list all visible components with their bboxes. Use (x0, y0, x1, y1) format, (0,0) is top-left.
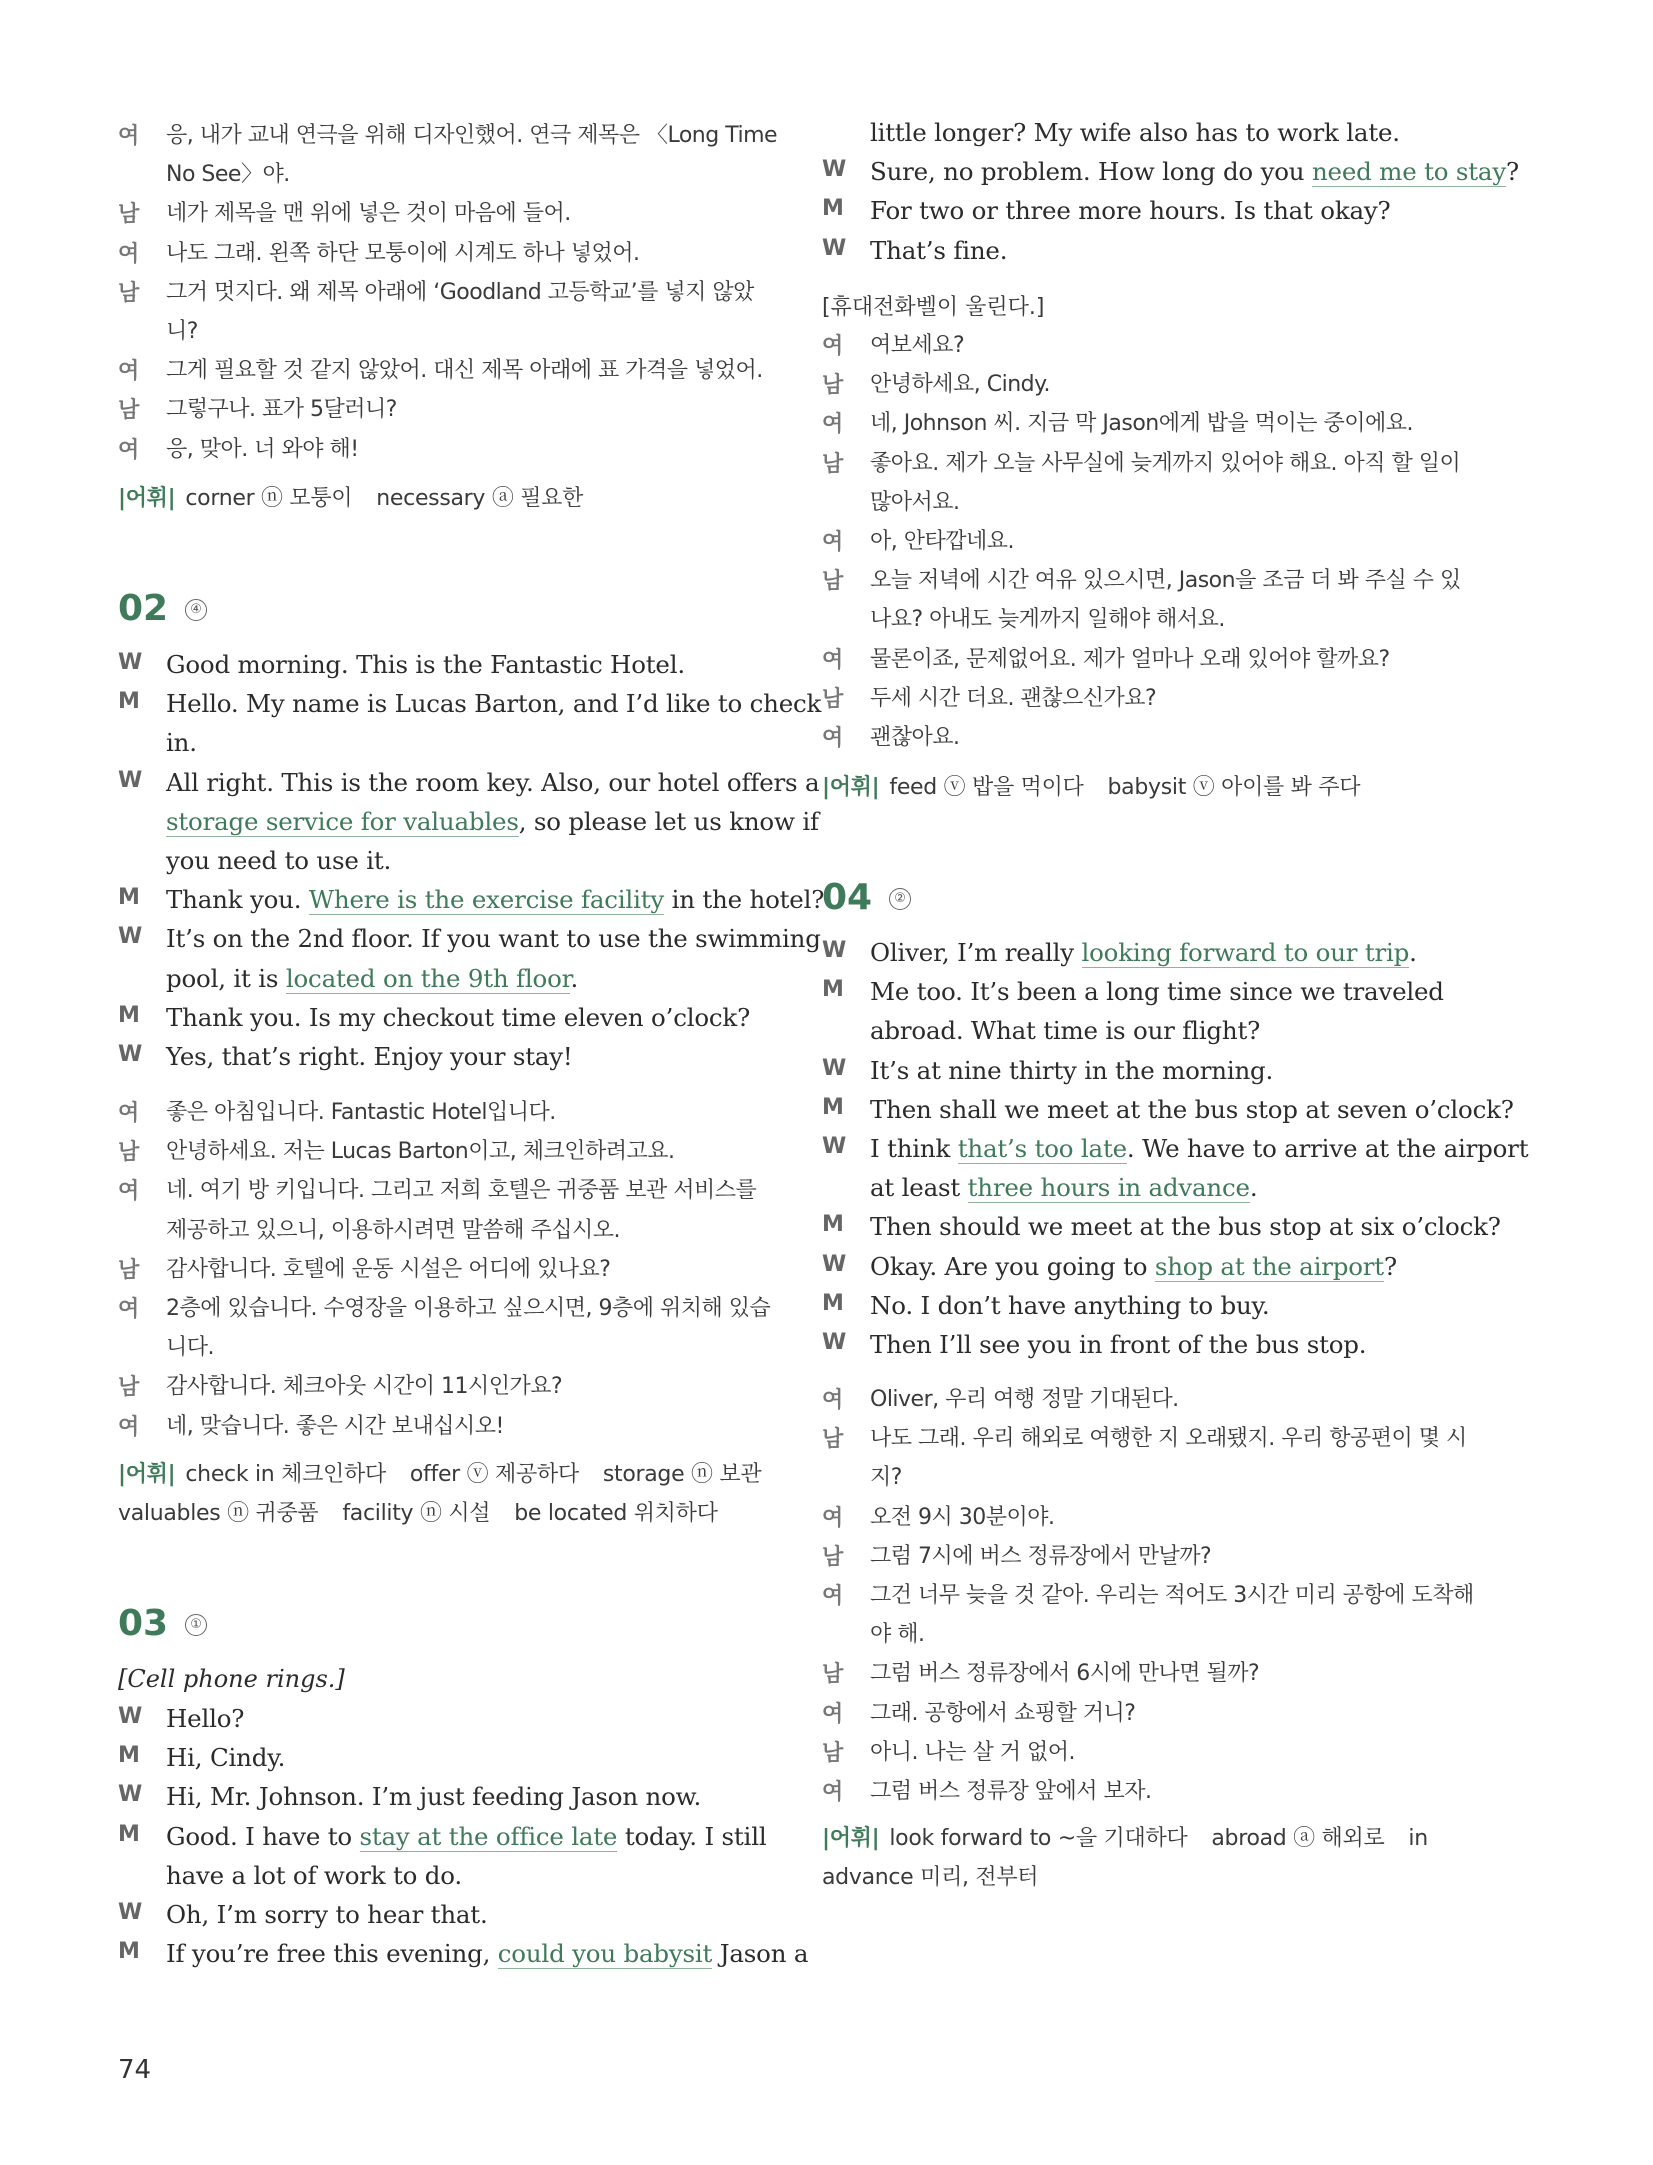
speaker-label: M (118, 1821, 140, 1847)
speaker-label: 남 (118, 398, 140, 424)
dialogue-text (166, 768, 819, 797)
speaker-label: M (822, 196, 844, 222)
vocab-entry: in (1408, 1826, 1428, 1851)
text-run: Thank you. (166, 885, 309, 915)
dialogue-text (166, 689, 821, 718)
speaker-label: M (822, 1094, 844, 1120)
dialogue-text (166, 1939, 808, 1968)
text-run: at least (870, 1173, 968, 1203)
speaker-label: M (822, 1212, 844, 1238)
speaker-label: 여 (118, 124, 140, 149)
translation-text: No See〉야. (166, 162, 290, 188)
translation-text: 아니. 나는 살 거 없어. (870, 1739, 1075, 1765)
translation-text: 제공하고 있으니, 이용하시려면 말씀해 주십시오. (166, 1217, 621, 1243)
answer-marker (886, 883, 914, 913)
speaker-label: 남 (118, 1140, 140, 1166)
speaker-label: 남 (118, 1375, 140, 1401)
speaker-label: 여 (822, 1505, 844, 1531)
vocab-line (118, 1457, 818, 1488)
dialogue-text (166, 728, 197, 757)
speaker-label: 남 (822, 1740, 844, 1766)
speaker-label: W (822, 938, 847, 963)
speaker-label: W (118, 1782, 143, 1808)
translation-text: 야 해. (870, 1622, 925, 1648)
text-run: No. I don’t have anything to buy. (870, 1290, 1270, 1320)
speaker-label: W (822, 1330, 847, 1355)
dialogue-text (166, 1900, 488, 1929)
speaker-label: W (822, 235, 847, 261)
answer-marker (182, 1609, 210, 1639)
text-run: Me too. It’s been a long time since we traveled (870, 977, 1444, 1007)
dialogue-text (166, 1743, 285, 1772)
speaker-label: M (118, 1743, 140, 1769)
translation-text: 오늘 저녁에 시간 여유 있으시면, Jason을 조금 더 봐 주실 수 있 (870, 568, 1461, 594)
vocab-line (822, 1821, 1522, 1852)
translation-text: 그래. 공항에서 쇼핑할 거니? (870, 1700, 1136, 1726)
dialogue-text (870, 196, 1390, 225)
text-run: Thank you. Is my checkout time eleven o’clock? (166, 1002, 751, 1032)
translation-text: 니? (166, 319, 198, 344)
speaker-label: W (822, 1251, 847, 1277)
speaker-label: 여 (118, 437, 140, 463)
section-heading (118, 588, 210, 629)
speaker-label: W (118, 650, 143, 675)
translation-text: 감사합니다. 체크아웃 시간이 11시인가요? (166, 1374, 563, 1400)
translation-text: 네가 제목을 맨 위에 넣은 것이 마음에 들어. (166, 201, 571, 227)
dialogue-text (870, 1212, 1501, 1241)
dialogue-text (166, 1822, 766, 1851)
translation-text: 여보세요? (870, 333, 965, 358)
vocab-entry: be located 위치하다 (514, 1501, 718, 1526)
translation-text: Oliver, 우리 여행 정말 기대된다. (870, 1387, 1179, 1412)
speaker-label: 여 (822, 334, 844, 359)
speaker-label: 남 (822, 451, 844, 477)
vocab-entry: necessary ⓐ 필요한 (376, 486, 584, 511)
text-run: Hi, Cindy. (166, 1743, 286, 1773)
key-phrase: storage service for valuables (166, 806, 519, 836)
text-run: Oh, I’m sorry to hear that. (166, 1900, 488, 1929)
text-run: Hello. My name is Lucas Barton, and I’d like to check (166, 689, 822, 719)
speaker-label: 남 (118, 280, 140, 306)
dialogue-text (166, 1003, 750, 1032)
speaker-label: W (118, 1900, 143, 1925)
translation-text: 네, 맞습니다. 좋은 시간 보내십시오! (166, 1413, 504, 1439)
translation-text: 두세 시간 더요. 괜찮으신가요? (870, 685, 1157, 711)
text-run: It’s at nine thirty in the morning. (870, 1055, 1274, 1085)
vocab-line (118, 481, 818, 512)
translation-text: 많아서요. (870, 489, 960, 515)
key-phrase: stay at the office late (359, 1821, 618, 1851)
text-run: For two or three more hours. Is that okay? (870, 196, 1391, 226)
vocab-entry: check in 체크인하다 (185, 1462, 386, 1487)
key-phrase: three hours in advance (967, 1173, 1250, 1203)
text-run: you need to use it. (166, 846, 392, 875)
key-phrase: looking forward to our trip (1081, 938, 1410, 967)
text-run: Hello? (166, 1704, 245, 1733)
speaker-label: 남 (822, 569, 844, 595)
translation-text: 나도 그래. 왼쪽 하단 모퉁이에 시계도 하나 넣었어. (166, 240, 640, 266)
text-run: Oliver, I’m really (870, 938, 1082, 967)
dialogue-text (166, 1782, 701, 1811)
translation-text: 좋은 아침입니다. Fantastic Hotel입니다. (166, 1100, 556, 1125)
text-run: little longer? My wife also has to work late. (870, 118, 1400, 147)
speaker-label: W (118, 1042, 143, 1067)
text-run: It’s on the 2nd floor. If you want to use the swimming (166, 924, 821, 954)
translation-text: 안녕하세요. 저는 Lucas Barton이고, 체크인하려고요. (166, 1139, 675, 1165)
translation-text: 그게 필요할 것 같지 않았어. 대신 제목 아래에 표 가격을 넣었어. (166, 358, 763, 384)
answer-circle: ④ (185, 599, 207, 621)
translation-text: 물론이죠, 문제없어요. 제가 얼마나 오래 있어야 할까요? (870, 646, 1390, 672)
translation-text: 좋아요. 제가 오늘 사무실에 늦게까지 있어야 해요. 아직 할 일이 (870, 450, 1461, 476)
section-number: 04 (822, 877, 873, 918)
text-run: Okay. Are you going to (870, 1251, 1155, 1281)
speaker-label: 남 (118, 202, 140, 228)
section-heading (118, 1603, 210, 1644)
translation-text: 그렇구나. 표가 5달러니? (166, 397, 397, 423)
vocab-entry: valuables ⓝ 귀중품 (118, 1501, 319, 1526)
text-run: today. I still (617, 1821, 767, 1851)
vocab-line (822, 1860, 1522, 1891)
vocab-entry: look forward to ~을 기대하다 (889, 1826, 1188, 1851)
text-run: . (1249, 1173, 1258, 1203)
vocab-entry: advance 미리, 전부터 (822, 1865, 1039, 1890)
dialogue-text (166, 924, 821, 953)
key-phrase: located on the 9th floor (285, 963, 571, 993)
speaker-label: 여 (118, 359, 140, 385)
speaker-label: M (118, 885, 140, 911)
dialogue-text (870, 1095, 1514, 1124)
dialogue-text (870, 938, 1417, 967)
speaker-label: M (118, 689, 140, 715)
dialogue-text (166, 964, 578, 993)
key-phrase: that’s too late (957, 1134, 1127, 1163)
speaker-label: M (822, 1290, 844, 1316)
speaker-label: 남 (822, 1662, 844, 1688)
speaker-label: M (822, 977, 844, 1003)
text-run: That’s fine. (870, 235, 1008, 265)
translation-text: 그거 멋지다. 왜 제목 아래에 ‘Goodland 고등학교’를 넣지 않았 (166, 279, 754, 305)
text-run: ? (1505, 157, 1519, 187)
dialogue-text (870, 1056, 1273, 1085)
speaker-label: 여 (118, 1101, 140, 1126)
dialogue-text (870, 236, 1007, 265)
vocab-entry: babysit ⓥ 아이를 봐 주다 (1107, 775, 1361, 800)
speaker-label: 남 (822, 1427, 844, 1453)
translation-text: 나도 그래. 우리 해외로 여행한 지 오래됐지. 우리 항공편이 몇 시 (870, 1426, 1467, 1452)
dialogue-text (166, 650, 685, 679)
speaker-label: 여 (822, 647, 844, 673)
key-phrase: Where is the exercise facility (308, 885, 664, 915)
translation-text: 괜찮아요. (870, 725, 960, 750)
speaker-label: M (118, 1002, 140, 1028)
vocab-line (822, 770, 1522, 801)
translation-text: 니다. (166, 1335, 214, 1361)
text-run: abroad. What time is our flight? (870, 1016, 1261, 1046)
speaker-label: 여 (822, 726, 844, 751)
speaker-label: M (118, 1939, 140, 1965)
text-run: Yes, that’s right. Enjoy your stay! (166, 1042, 573, 1071)
speaker-label: 남 (822, 373, 844, 399)
translation-text: 그럼 버스 정류장에서 6시에 만나면 될까? (870, 1661, 1260, 1687)
text-run: Then I’ll see you in front of the bus stop. (870, 1330, 1367, 1359)
speaker-label: W (118, 924, 143, 950)
speaker-label: 여 (822, 530, 844, 555)
translation-text: 네. 여기 방 키입니다. 그리고 저희 호텔은 귀중품 보관 서비스를 (166, 1178, 757, 1204)
dialogue-text (166, 807, 819, 836)
text-run: in. (166, 728, 197, 758)
translation-text: 그건 너무 늦을 것 같아. 우리는 적어도 3시간 미리 공항에 도착해 (870, 1583, 1474, 1608)
translation-text: 응, 내가 교내 연극을 위해 디자인했어. 연극 제목은 〈Long Time (166, 123, 778, 148)
vocab-entry: corner ⓝ 모퉁이 (185, 486, 353, 511)
text-run: have a lot of work to do. (166, 1860, 462, 1890)
dialogue-text (870, 1134, 1528, 1163)
section-number: 03 (118, 1603, 169, 1644)
speaker-label: 여 (118, 1414, 140, 1440)
speaker-label: 남 (822, 1544, 844, 1570)
speaker-label: 여 (118, 241, 140, 267)
text-run: If you’re free this evening, (166, 1939, 498, 1969)
dialogue-text (870, 977, 1444, 1006)
stage-direction: [Cell phone rings.] (118, 1665, 345, 1693)
stage-direction-ko: [휴대전화벨이 울린다.] (822, 295, 1045, 320)
speaker-label: W (118, 1704, 143, 1729)
speaker-label: W (118, 767, 143, 793)
dialogue-text (870, 1330, 1366, 1359)
text-run: Hi, Mr. Johnson. I’m just feeding Jason now. (166, 1782, 702, 1812)
speaker-label: 여 (822, 1780, 844, 1805)
answer-circle: ② (889, 888, 911, 910)
answer-marker (182, 594, 210, 624)
translation-text: 나요? 아내도 늦게까지 일해야 해서요. (870, 607, 1225, 633)
text-run: Good. I have to (166, 1821, 360, 1851)
dialogue-text (870, 1173, 1257, 1202)
text-run: ? (1383, 1251, 1397, 1281)
dialogue-text (166, 1042, 573, 1071)
text-run: Jason a (712, 1939, 809, 1969)
dialogue-text (870, 1016, 1260, 1045)
dialogue-text (166, 1704, 244, 1733)
vocab-label: |어휘| (118, 1462, 176, 1487)
vocab-entry: storage ⓝ 보관 (602, 1462, 762, 1487)
translation-text: 지? (870, 1465, 902, 1491)
text-run: . (1409, 938, 1417, 967)
vocab-label: |어휘| (822, 1826, 880, 1851)
speaker-label: W (822, 157, 847, 183)
translation-text: 감사합니다. 호텔에 운동 시설은 어디에 있나요? (166, 1256, 611, 1282)
speaker-label: 여 (822, 412, 844, 438)
text-run: Good morning. This is the Fantastic Hotel. (166, 650, 685, 679)
speaker-label: 여 (118, 1297, 140, 1322)
text-run: . (570, 963, 579, 993)
text-run: Then shall we meet at the bus stop at seven o’clock? (870, 1094, 1514, 1124)
text-run: Sure, no problem. How long do you (870, 157, 1312, 187)
dialogue-text (870, 1252, 1397, 1281)
page-number: 74 (118, 2055, 152, 2085)
speaker-label: W (822, 1055, 847, 1081)
dialogue-text (870, 157, 1519, 186)
speaker-label: 여 (822, 1388, 844, 1413)
vocab-entry: abroad ⓐ 해외로 (1211, 1826, 1385, 1851)
text-run: I think (870, 1134, 958, 1163)
text-run: . We have to arrive at the airport (1126, 1134, 1529, 1163)
vocab-label: |어휘| (822, 775, 880, 800)
key-phrase: could you babysit (497, 1939, 713, 1969)
text-run: All right. This is the room key. Also, our hotel offers a (166, 767, 820, 797)
vocab-entry: facility ⓝ 시설 (342, 1501, 491, 1526)
text-run: Then should we meet at the bus stop at six o’clock? (870, 1212, 1501, 1242)
speaker-label: 여 (822, 1701, 844, 1727)
speaker-label: 여 (822, 1584, 844, 1609)
translation-text: 아, 안타깝네요. (870, 529, 1014, 554)
translation-text: 그럼 7시에 버스 정류장에서 만날까? (870, 1543, 1212, 1569)
translation-text: 응, 맞아. 너 와야 해! (166, 436, 359, 462)
vocab-entry: feed ⓥ 밥을 먹이다 (889, 775, 1084, 800)
speaker-label: W (822, 1134, 847, 1159)
vocab-entry: offer ⓥ 제공하다 (409, 1462, 579, 1487)
text-run: pool, it is (166, 963, 286, 993)
text-run: in the hotel? (664, 885, 825, 915)
vocab-line (118, 1496, 818, 1527)
dialogue-text (166, 1861, 462, 1890)
vocab-label: |어휘| (118, 486, 176, 511)
dialogue-text (166, 846, 391, 875)
translation-text: 그럼 버스 정류장 앞에서 보자. (870, 1779, 1152, 1804)
dialogue-text (166, 885, 824, 914)
dialogue-text (870, 1291, 1270, 1320)
speaker-label: 남 (822, 686, 844, 712)
translation-text: 2층에 있습니다. 수영장을 이용하고 싶으시면, 9층에 위치해 있습 (166, 1296, 771, 1321)
translation-text: 네, Johnson 씨. 지금 막 Jason에게 밥을 먹이는 중이에요. (870, 411, 1413, 437)
dialogue-text (870, 118, 1400, 147)
key-phrase: need me to stay (1311, 157, 1506, 187)
key-phrase: shop at the airport (1154, 1251, 1384, 1281)
text-run: , so please let us know if (518, 806, 819, 836)
section-heading (822, 877, 914, 918)
answer-circle: ① (185, 1614, 207, 1636)
speaker-label: 남 (118, 1257, 140, 1283)
speaker-label: 여 (118, 1179, 140, 1205)
section-number: 02 (118, 588, 169, 629)
translation-text: 오전 9시 30분이야. (870, 1504, 1055, 1530)
translation-text: 안녕하세요, Cindy. (870, 372, 1051, 398)
